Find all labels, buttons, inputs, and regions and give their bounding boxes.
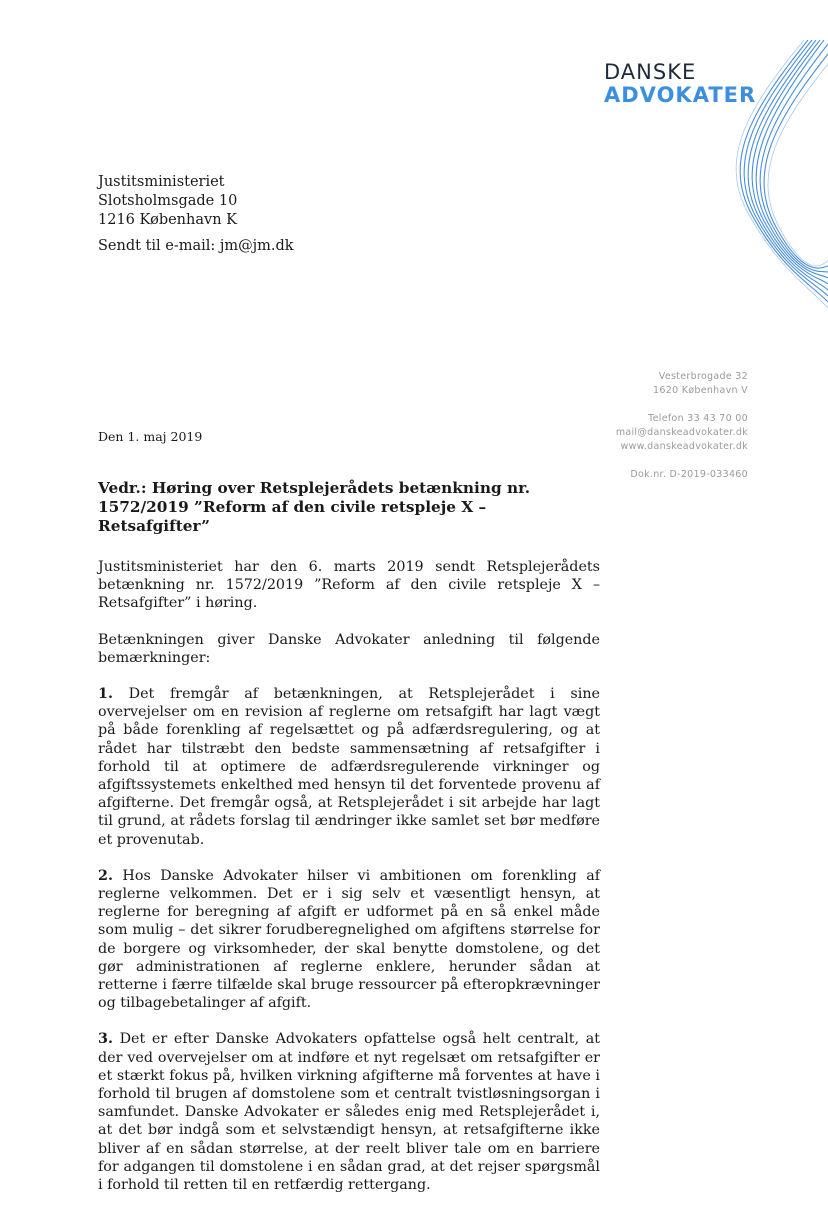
recipient-city: 1216 København K — [98, 212, 237, 228]
subject-line: Vedr.: Høring over Retsplejerådets betænkning nr. 1572/2019 ”Reform af den civile retspleje X – Retsafgifter” — [98, 479, 531, 535]
sender-web: www.danskeadvokater.dk — [620, 441, 748, 452]
paragraph-text: Det fremgår af betænkningen, at Retsplejerådet i sine overvejelser om en revision af reglerne om retsafgift har lagt vægt på både forenkling af regelsættet og på adfærdsregulering, og at rådet har tilstræbt den bedste sammensætning af retsafgifter i forhold til at optimere de adfærdsregulerende virkninger og afgiftssystemets enkelthed med hensyn til det forventede provenu af afgifterne. Det fremgår også, at Retsplejerådet i sit arbejde har lagt til grund, at rådets forslag til ændringer ikke samlet set bør medføre et provenutab. — [98, 686, 600, 848]
sent-by-email: Sendt til e-mail: jm@jm.dk — [98, 238, 294, 254]
logo-line-2: ADVOKATER — [604, 83, 757, 107]
numbered-paragraph — [98, 685, 600, 849]
numbered-paragraph — [98, 867, 600, 1013]
wave-decoration-icon — [712, 40, 828, 310]
intro-paragraph: Betænkningen giver Danske Advokater anledning til følgende bemærkninger: — [98, 631, 600, 666]
letter-date: Den 1. maj 2019 — [98, 429, 203, 444]
paragraph-text: Hos Danske Advokater hilser vi ambitionen om forenkling af reglerne velkommen. Det er i sig selv et væsentligt hensyn, at reglerne for beregning af afgift er udformet på en så enkel måde som mulig – det sikrer forudberegnelighed om afgiftens størrelse for de borgere og virksomheder, der skal benytte domstolene, og det gør administrationen af reglerne enklere, herunder sådan at retterne i færre tilfælde skal bruge ressourcer på efteropkrævninger og tilbagebetalinger af afgift. — [98, 867, 601, 1012]
recipient-address — [98, 173, 237, 230]
paragraph-text: Det er efter Danske Advokaters opfattelse også helt centralt, at der ved overvejelser om at indføre et nyt regelsæt om retsafgifter er et stærkt fokus på, hvilken virkning afgifterne må forventes at have i forhold til brugen af domstolene som et centralt tvistløsningsorgan i samfundet. Danske Advokater er således enig med Retsplejerådet i, at det bør indgå som et selvstændigt hensyn, at retsafgifterne ikke bliver af en sådan størrelse, at der reelt bliver tale om en barriere for adgangen til domstolene i en sådan grad, at det rejser spørgsmål i forhold til retten til en retfærdig rettergang. — [98, 1031, 601, 1194]
sender-street: Vesterbrogade 32 — [658, 371, 748, 382]
paragraph-number: 3. — [98, 1031, 113, 1048]
paragraph-number: 1. — [98, 686, 113, 703]
document-number: Dok.nr. D-2019-033460 — [630, 469, 748, 480]
sender-city: 1620 København V — [653, 385, 748, 396]
recipient-street: Slotsholmsgade 10 — [98, 193, 238, 209]
letter-body — [98, 479, 600, 1212]
sender-info — [616, 370, 748, 482]
sender-email: mail@danskeadvokater.dk — [615, 427, 748, 438]
sender-phone: Telefon 33 43 70 00 — [648, 413, 748, 424]
intro-paragraph: Justitsministeriet har den 6. marts 2019 sendt Retsplejerådets betænkning nr. 1572/2019 ”Reform af den civile retspleje X –Retsafgifter” i høring. — [98, 559, 600, 612]
paragraph-number: 2. — [98, 867, 113, 884]
logo-line-1: DANSKE — [604, 60, 697, 84]
recipient-name: Justitsministeriet — [98, 174, 225, 190]
numbered-paragraph — [98, 1030, 600, 1194]
